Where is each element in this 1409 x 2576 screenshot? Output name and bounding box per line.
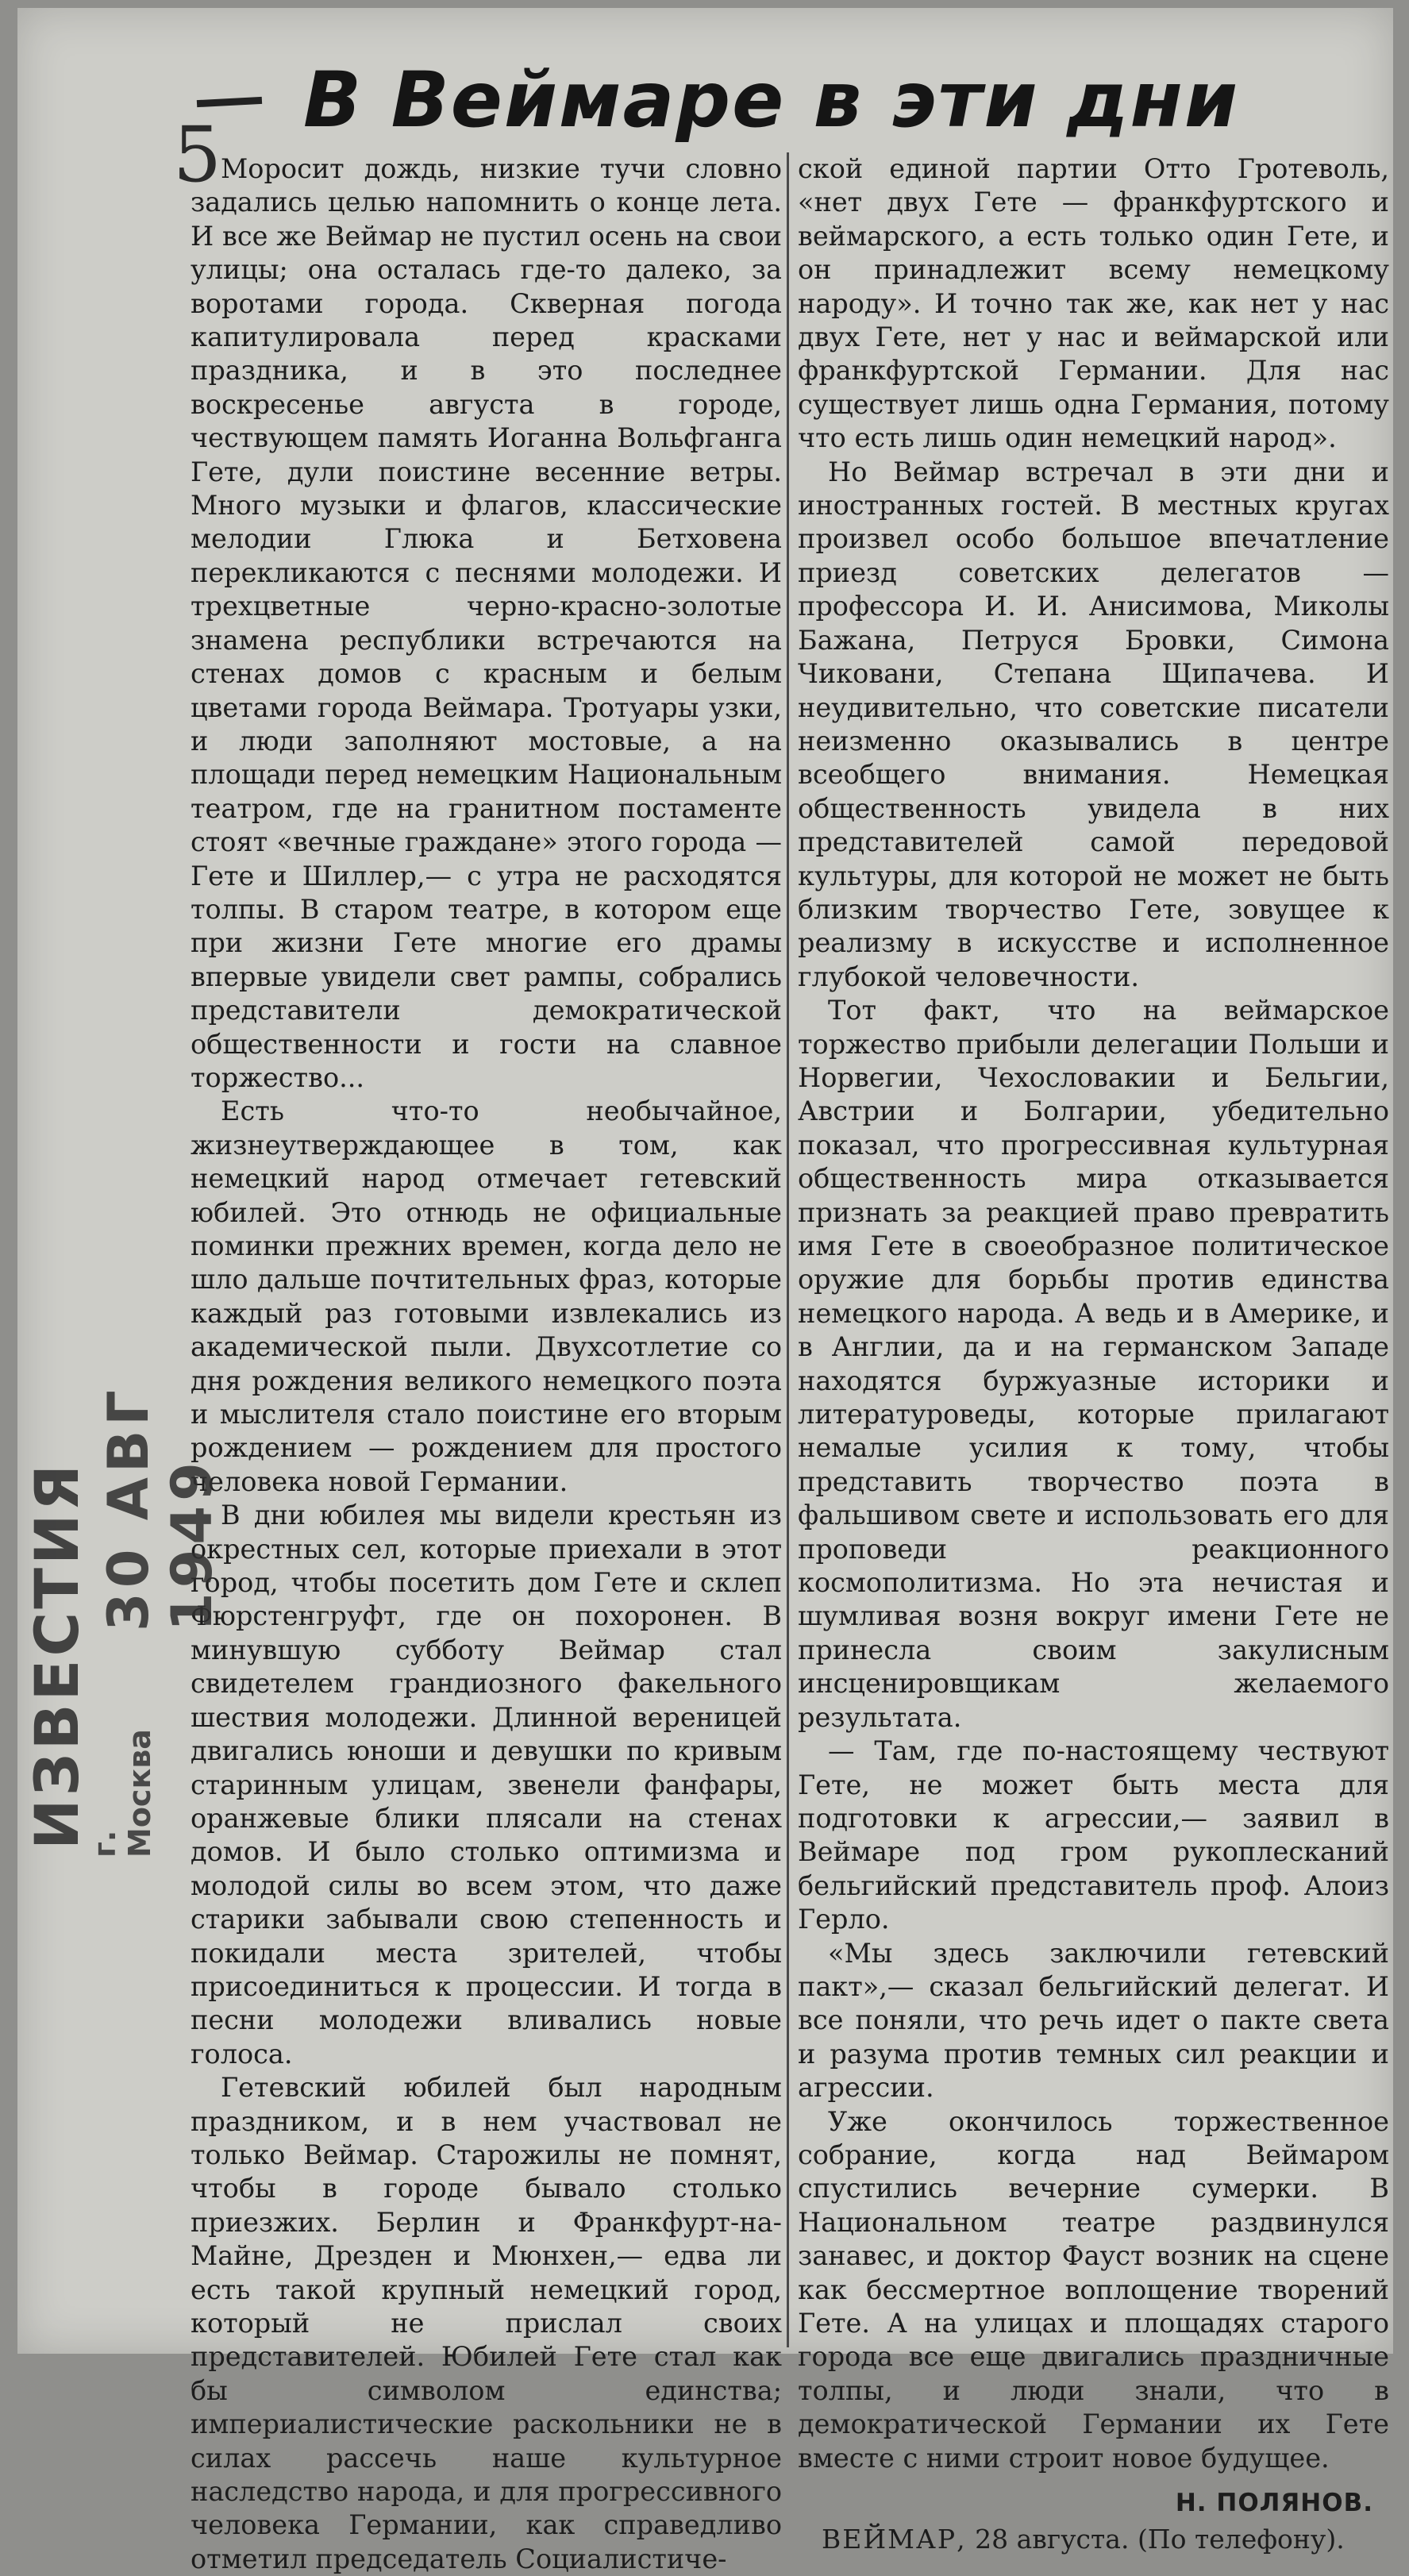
author-signature: Н. ПОЛЯНОВ. [1175, 2489, 1373, 2518]
paragraph: Есть что-то необычайное, жизнеутверждающее в том, как немецкий народ отмечает гетевский юбилей. Это отнюдь не официальные поминки прежних времен, когда дело не шло дальше почтительных фраз, которые каждый раз готовыми извлекались из академической пыли. Двухсотлетие со дня рождения великого немецкого поэта и мыслителя стало поистине его вторым рождением — рождением для простого человека новой Германии. [191, 1095, 782, 1497]
title-dash [197, 97, 262, 107]
dateline-city: ВЕЙМАР, [822, 2524, 967, 2555]
paragraph: «Мы здесь заключили гетевский пакт»,— сказал бельгийский делегат. И все поняли, что речь идет о пакте света и разума против темных сил реакции и агрессии. [798, 1937, 1389, 2104]
article-column-right [798, 152, 1389, 2555]
archive-city-stamp: г. Москва [87, 1729, 157, 1858]
dateline-date: 28 августа. [975, 2524, 1130, 2555]
paragraph: Тот факт, что на веймарское торжество прибыли делегации Польши и Норвегии, Чехословакии и Бельгии, Австрии и Болгарии, убедительно показал, что прогрессивная культурная общественность мира отказывается признать за реакцией право превратить имя Гете в своеобразное политическое оружие для борьбы против единства немецкого народа. А ведь и в Америке, и в Англии, да и на германском Западе находятся буржуазные историки и литературоведы, которые прилагают немалые усилия к тому, чтобы представить творчество поэта в фальшивом свете и использовать его для проповеди реакционного космополитизма. Но эта нечистая и шумливая возня вокруг имени Гете не принесла своим закулисным инсценировщикам желаемого результата. [798, 995, 1389, 1733]
paragraph: Гетевский юбилей был народным праздником, и в нем участвовал не только Веймар. Старожилы не помнят, чтобы в городе бывало столько приезжих. Берлин и Франкфурт-на-Майне, Дрезден и Мюнхен,— едва ли есть такой крупный немецкий город, который не прислал своих представителей. Юбилей Гете стал как бы символом единства; империалистические раскольники не в силах рассечь наше культурное наследство народа, и для прогрессивного человека Германии, как справедливо отметил председатель Социалистиче- [191, 2072, 782, 2574]
article-column-left [191, 152, 782, 2574]
column-divider [787, 152, 789, 2347]
newspaper-clipping [17, 8, 1393, 2574]
paragraph: Но Веймар встречал в эти дни и иностранных гостей. В местных кругах произвел особо большое впечатление приезд советских делегатов — профессора И. И. Анисимова, Миколы Бажана, Петруся Бровки, Симона Чиковани, Степана Щипачева. И неудивительно, что советские писатели неизменно оказывались в центре всеобщего внимания. Немецкая общественность увидела в них представителей самой передовой культуры, для которой не может не быть близким творчество Гете, зовущее к реализму в искусстве и исполненное глубокой человечности. [798, 456, 1389, 992]
dateline [798, 2523, 1389, 2556]
article-title: В Веймаре в эти дни [303, 56, 1240, 144]
paragraph: ской единой партии Отто Гротеволь, «нет двух Гете — франкфуртского и веймарского, а есть только один Гете, и он принадлежит всему немецкому народу». И точно так же, как нет у нас двух Гете, нет у нас и веймарской или франкфуртской Германии. Для нас существует лишь одна Германия, потому что есть лишь один немецкий народ». [798, 153, 1389, 454]
dateline-source: (По телефону). [1137, 2524, 1345, 2555]
paragraph: Моросит дождь, низкие тучи словно задались целью напомнить о конце лета. И все же Веймар не пустил осень на свои улицы; она осталась где-то далеко, за воротами города. Скверная погода капитулировала перед красками праздника, и в это последнее воскресенье августа в городе, чествующем память Иоганна Вольфганга Гете, дули поистине весенние ветры. Много музыки и флагов, классические мелодии Глюка и Бетховена перекликаются с песнями молодежи. И трехцветные черно-красно-золотые знамена республики встречаются на стенах домов с красным и белым цветами города Веймара. Тротуары узки, и люди заполняют мостовые, а на площади перед немецким Национальным театром, где на гранитном постаменте стоят «вечные граждане» этого города — Гете и Шиллер,— с утра не расходятся толпы. В старом театре, в котором еще при жизни Гете многие его драмы впервые увидели свет рампы, собрались представители демократической общественности и гости на славное торжество... [191, 153, 782, 1093]
archive-newspaper-stamp: ИЗВЕСТИЯ [21, 1461, 92, 1850]
archive-date-stamp: 30 АВГ 1949 [96, 1385, 225, 1631]
paragraph: В дни юбилея мы видели крестьян из окрестных сел, которые приехали в этот город, чтобы посетить дом Гете и склеп Фюрстенгруфт, где он похоронен. В минувшую субботу Веймар стал свидетелем грандиозного факельного шествия молодежи. Длинной вереницей двигались юноши и девушки по кривым старинным улицам, звенели фанфары, оранжевые блики плясали на стенах домов. И было столько оптимизма и молодой силы во всем этом, что даже старики забывали свою степенность и покидали места зрителей, чтобы присоединиться к процессии. И тогда в песни молодежи вливались новые голоса. [191, 1500, 782, 2070]
paragraph: Уже окончилось торжественное собрание, когда над Веймаром спустились вечерние сумерки. В Национальном театре раздвинулся занавес, и доктор Фауст возник на сцене как бессмертное воплощение творений Гете. А на улицах и площадях старого города все еще двигались праздничные толпы, и люди знали, что в демократической Германии их Гете вместе с ними строит новое будущее. [798, 2105, 1389, 2474]
paragraph: — Там, где по-настоящему чествуют Гете, не может быть места для подготовки к агрессии,— заявил в Веймаре под гром рукоплесканий бельгийский представитель проф. Алоиз Герло. [798, 1735, 1389, 1935]
page-number-mark: 5 [173, 110, 222, 199]
